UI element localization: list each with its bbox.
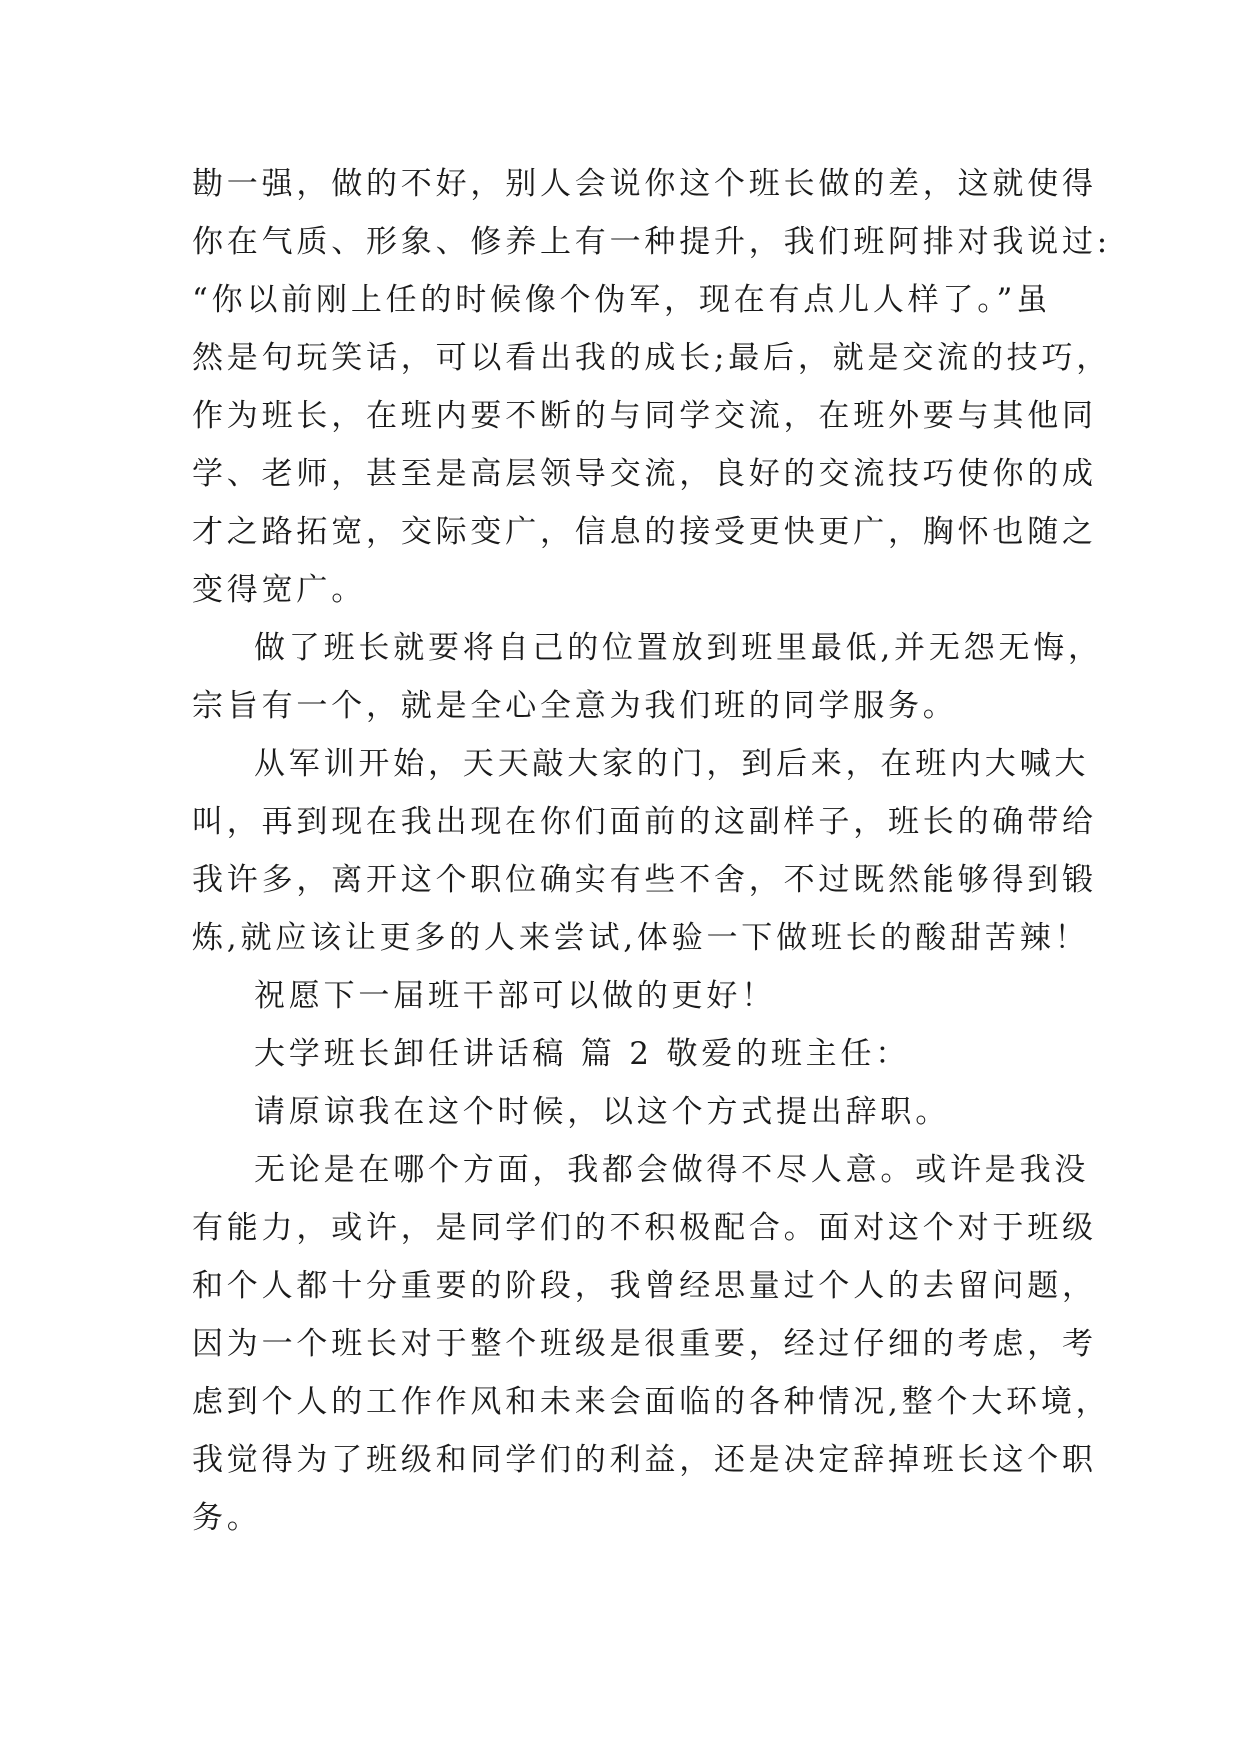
text-line: 我许多，离开这个职位确实有些不舍，不过既然能够得到锻 [192,862,1097,898]
text-line: 因为一个班长对于整个班级是很重要，经过仔细的考虑，考 [192,1326,1097,1362]
paragraph-first-line: 从军训开始，天天敲大家的门，到后来，在班内大喊大 [254,746,1090,782]
text-line: 虑到个人的工作作风和未来会面临的各种情况,整个大环境， [192,1384,1111,1420]
text-line: 勘一强，做的不好，别人会说你这个班长做的差，这就使得 [192,166,1097,202]
text-line: 务。 [192,1500,262,1536]
text-line: 学、老师，甚至是高层领导交流，良好的交流技巧使你的成 [192,456,1097,492]
text-line: “你以前刚上任的时候像个伪军，现在有点儿人样了。”虽 [192,282,1051,318]
text-line: 宗旨有一个，就是全心全意为我们班的同学服务。 [192,688,958,724]
text-line: 炼,就应该让更多的人来尝试,体验一下做班长的酸甜苦辣！ [192,920,1090,956]
paragraph-first-line: 做了班长就要将自己的位置放到班里最低,并无怨无悔， [254,630,1103,666]
section-heading-line: 大学班长卸任讲话稿 篇 2 敬爱的班主任： [254,1036,911,1072]
text-line: 和个人都十分重要的阶段，我曾经思量过个人的去留问题， [192,1268,1097,1304]
paragraph-first-line: 无论是在哪个方面，我都会做得不尽人意。或许是我没 [254,1152,1090,1188]
text-line: 变得宽广。 [192,572,366,608]
text-line: 我觉得为了班级和同学们的利益，还是决定辞掉班长这个职 [192,1442,1097,1478]
text-line: 才之路拓宽，交际变广，信息的接受更快更广，胸怀也随之 [192,514,1097,550]
paragraph-first-line: 祝愿下一届班干部可以做的更好！ [254,978,776,1014]
text-line: 有能力，或许，是同学们的不积极配合。面对这个对于班级 [192,1210,1097,1246]
text-line: 叫，再到现在我出现在你们面前的这副样子，班长的确带给 [192,804,1097,840]
text-line: 你在气质、形象、修养上有一种提升，我们班阿排对我说过: [192,224,1112,260]
paragraph-first-line: 请原谅我在这个时候，以这个方式提出辞职。 [254,1094,950,1130]
text-line: 然是句玩笑话，可以看出我的成长;最后，就是交流的技巧， [192,340,1112,376]
text-line: 作为班长，在班内要不断的与同学交流，在班外要与其他同 [192,398,1097,434]
